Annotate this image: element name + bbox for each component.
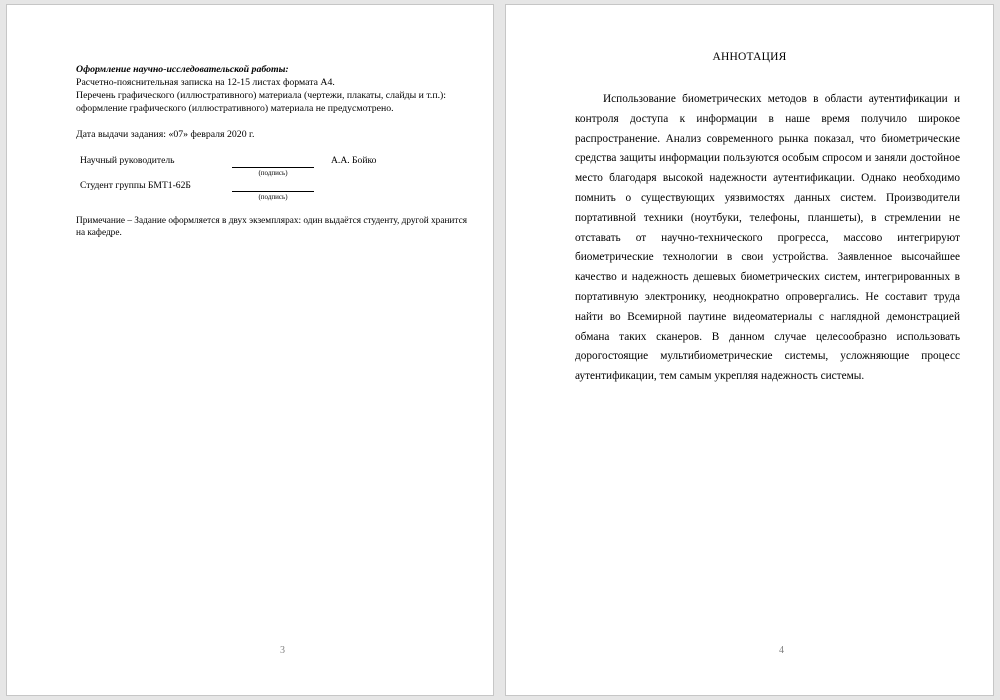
annotation-body: Использование биометрических методов в области аутентификации и контроля доступа к информации в наше время получило широкое распространение. Анализ современного рынка показал, что биометрические средства защиты информации пользуются особым спросом и заняли достойное место благодаря высокой надежности аутентификации. Однако необходимо помнить о существующих уязвимостях данных систем. Производители портативной техники (ноутбуки, телефоны, планшеты), в стремлении не отставать от научно-технического прогресса, массово интегрируют биометрические технологии в свои устройства. Заявленное высочайшее качество и надежность дешевых биометрических систем, интегрированных в портативную электронику, неоднократно опровергались. Не составит труда найти во Всемирной паутине видеоматериалы с наглядной демонстрацией обмана таких сканеров. В данном случае целесообразно использовать дорогостоящие мультибиометрические системы, усложняющие процесс аутентификации, тем самым укрепляя надежность системы.: [575, 93, 960, 383]
requirement-line: Перечень графического (иллюстративного) материала (чертежи, плакаты, слайды и т.п.):: [76, 90, 447, 101]
issue-date: Дата выдачи задания: «07» февраля 2020 г.: [76, 129, 255, 140]
signature-line: [232, 167, 314, 168]
page-number: 3: [280, 645, 285, 656]
signature-label: Студент группы БМТ1-62Б: [80, 180, 191, 191]
design-heading: Оформление научно-исследовательской работы:: [76, 64, 289, 75]
requirement-line: оформление графического (иллюстративного) материала не предусмотрено.: [76, 103, 394, 114]
document-page-3: [6, 4, 494, 696]
supervisor-name: А.А. Бойко: [331, 155, 377, 166]
requirement-line: Расчетно-пояснительная записка на 12-15 листах формата А4.: [76, 77, 335, 88]
annotation-heading: АННОТАЦИЯ: [712, 51, 787, 63]
assignment-details: [76, 63, 476, 141]
note: Примечание – Задание оформляется в двух экземплярах: один выдаётся студенту, другой хранится на кафедре.: [76, 216, 467, 238]
document-page-4: [505, 4, 994, 696]
page-number: 4: [779, 645, 784, 656]
signature-hint: (подпись): [258, 193, 288, 201]
signature-line: [232, 191, 314, 192]
signature-label: Научный руководитель: [80, 155, 175, 166]
signature-hint: (подпись): [258, 169, 288, 177]
